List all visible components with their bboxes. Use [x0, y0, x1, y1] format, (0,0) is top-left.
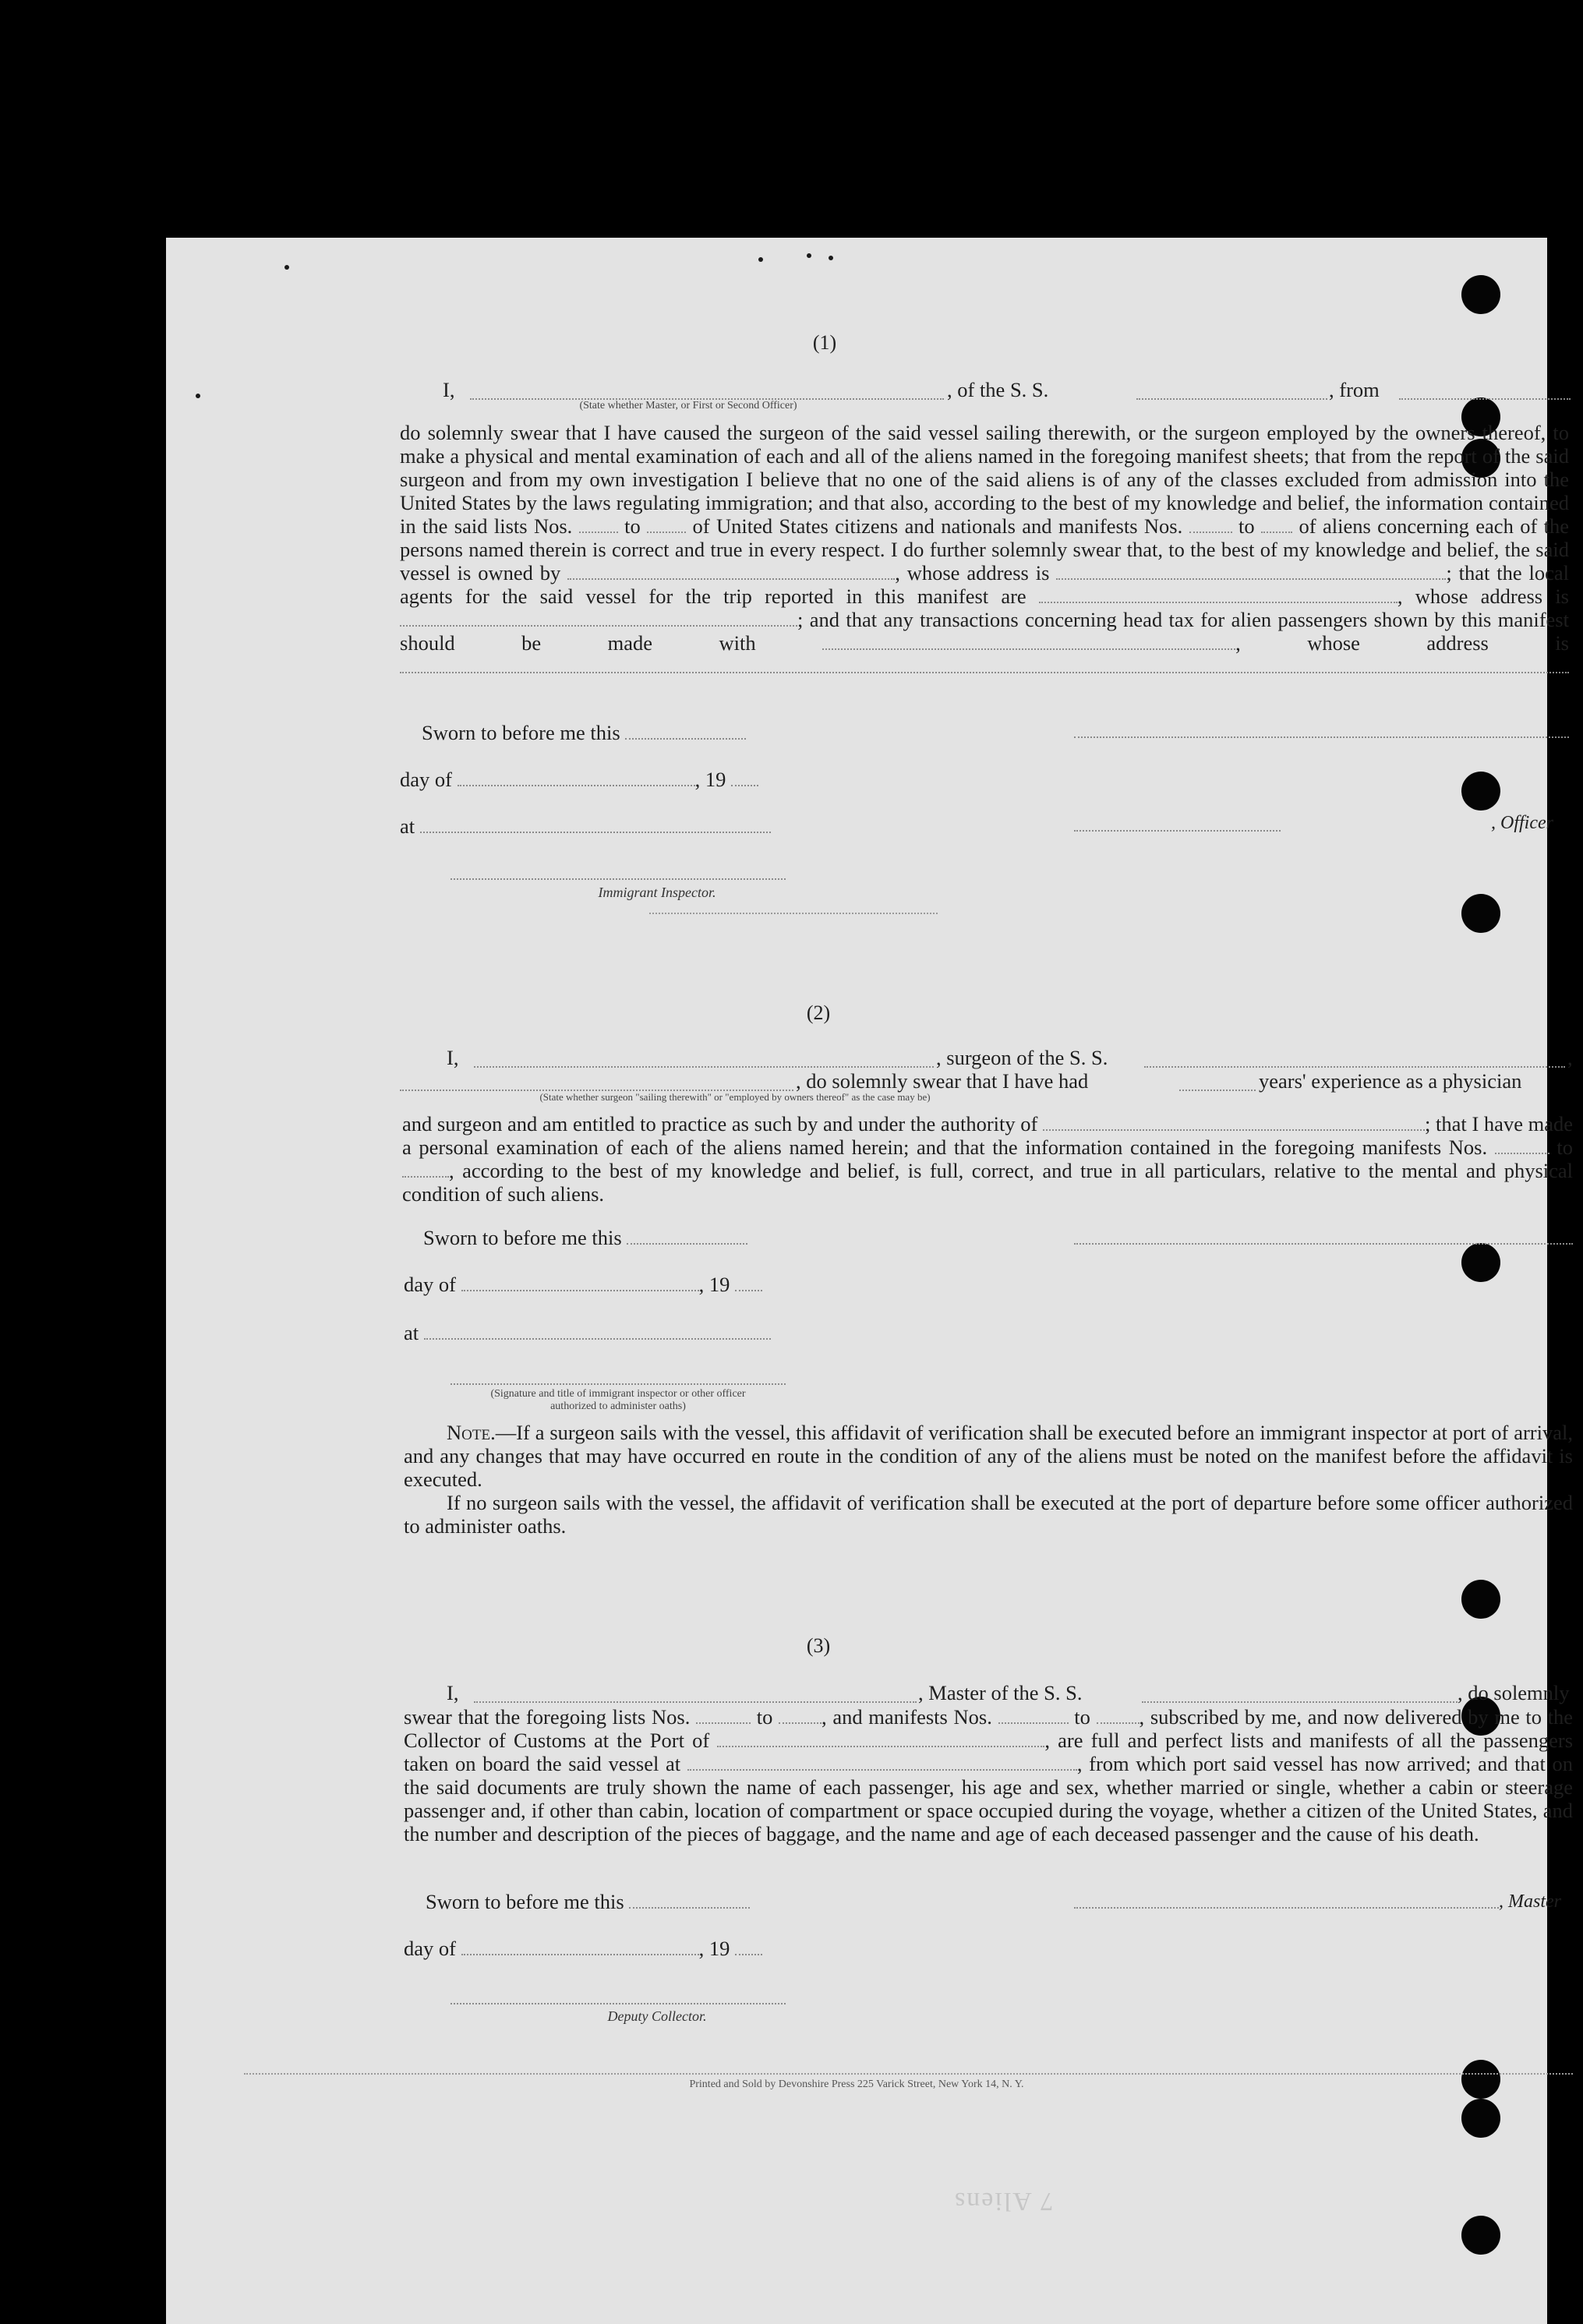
sworn-date-field[interactable] — [627, 1227, 747, 1245]
port-field[interactable] — [717, 1730, 1044, 1747]
surgeon-vessel-field[interactable] — [1144, 1051, 1565, 1068]
label-master-of: , Master of the S. S. — [918, 1681, 1083, 1704]
label-of-ss: , of the S. S. — [947, 378, 1049, 401]
label-I: I, — [447, 1681, 459, 1704]
section-2-note2: If no surgeon sails with the vessel, the affidavit of verification shall be executed at the port of departure before some officer authorized to administer oaths. — [404, 1491, 1573, 1538]
master-manifests-from-field[interactable] — [998, 1707, 1069, 1724]
section-3-day-of: day of , 19 — [404, 1937, 762, 1960]
section-1-body: do solemnly swear that I have caused the surgeon of the said vessel sailing therewith, or the surgeon employed by the owners thereof, to make a physical and mental examination of each and all of the aliens named in the foregoing manifest sheets; that from the report of the said surgeon and from my own investigation I believe that no one of the said aliens is of any of the classes excluded from admission into the United States by the laws regulating immigration; and that also, according to the best of my knowledge and belief, the information contained in the said lists Nos. to of United States citizens and nationals and manifests Nos. to of aliens concerning each of the persons named therein is correct and true in every respect. I do further solemnly swear that, to the best of my knowledge and belief, the said vessel is owned by , whose address is ; that the local agents for the said vessel for the trip reported in this manifest are , whose address is ; and that any transactions concerning head tax for alien passengers shown by this manifest should be made with , whose address is — [400, 421, 1569, 678]
day-of-field[interactable] — [458, 769, 695, 786]
sworn-date-field[interactable] — [629, 1891, 750, 1909]
label-I: I, — [443, 378, 455, 401]
agents-address-field[interactable] — [400, 609, 797, 627]
label-from: , from — [1329, 378, 1380, 401]
officer-name-field[interactable] — [470, 383, 944, 400]
officer-signature-line[interactable] — [1074, 736, 1569, 738]
punch-hole — [1461, 1580, 1500, 1619]
sworn-date-field[interactable] — [625, 722, 746, 740]
label-solemnly: , do solemnly — [1458, 1681, 1570, 1704]
label-years: years' experience as a physician — [1259, 1069, 1522, 1093]
note-label: Note. — [447, 1421, 496, 1444]
master-vessel-field[interactable] — [1142, 1686, 1458, 1703]
section-2-at: at — [404, 1321, 771, 1344]
section-3-heading: (3) — [806, 1634, 831, 1657]
inspector-label: Immigrant Inspector. — [598, 885, 716, 900]
section-1-at: at — [400, 814, 771, 838]
officer-label: , Officer — [1491, 813, 1553, 833]
ink-dot — [807, 253, 811, 258]
departure-port-field[interactable] — [687, 1754, 1077, 1771]
year-field[interactable] — [735, 1274, 762, 1291]
inspector-signature-line[interactable] — [451, 878, 786, 880]
section-2-heading: (2) — [806, 1001, 831, 1024]
surgeon-name-field[interactable] — [474, 1051, 934, 1068]
section-2-sworn: Sworn to before me this — [423, 1226, 747, 1249]
lists-to-field[interactable] — [647, 516, 686, 533]
from-port-field[interactable] — [1399, 383, 1571, 400]
ink-dot — [758, 257, 763, 262]
owner-address-field[interactable] — [1056, 563, 1446, 580]
lists-from-field[interactable] — [579, 516, 618, 533]
ink-dot — [829, 256, 833, 260]
at-place-field[interactable] — [424, 1323, 771, 1340]
years-experience-field[interactable] — [1179, 1074, 1256, 1091]
manifests-from-field[interactable] — [1189, 516, 1232, 533]
day-of-field[interactable] — [461, 1938, 699, 1955]
collector-label: Deputy Collector. — [607, 2008, 707, 2024]
manifest-page: 7 Aliens (1) I, , of the S. S. , from (State whether Master, or First or Second Officer) do solemnly swear that I have caused the surgeon of the said vessel sailing therewith, or the surgeon employed by the owners thereof, to make a physical and mental examination of each and all of the aliens named in the foregoing manifest sheets; that from the report of the said surgeon and from my own investigation I believe that no one of the said aliens is of any of the classes excluded from admission into the United States by the laws regulating immigration; and that also, according to the best of my knowledge and belief, the information contained in the said lists Nos. to of United States citizens and nationals and manifests Nos. to of aliens concerning each of the persons named therein is correct and true in every respect. I do further solemnly swear that, to the best of my knowledge and belief, the said vessel is owned by , whose address is ; that the local agents for the said vessel for the trip reported in this manifest are , whose address is ; and that any transactions concerning head tax for alien passengers shown by this manifest should be made with , whose address is Sworn to before me this day of , 19 at , Officer Immigrant Inspector. (2) I, , surgeon of the S. S. , , do solemnly swear that I have had years' experience as a physician (State whether surgeon "sailing therewith" or "employed by owners thereof" as the case may be) and surgeon and am entitled to practice as such by and under the authority of ; that I have made a personal examination of each of the aliens named herein; and that the information contained in the foregoing manifests Nos. to , according to the best of my knowledge and belief, is full, correct, and true in all particulars, relative to the mental and physical condition of such aliens. Sworn to before me this day of , 19 at (Signature and title of immigrant inspector or other officer authorized to administer oaths) Note.—If a surgeon sails with the vessel, this affidavit of verification shall be executed before an immigrant inspector at port of arrival, and any changes that may have occurred en route in the condition of any of the aliens must be noted on the manifest before the affidavit is executed. If no surgeon sails with the vessel, the affidavit of verification shall be executed at the port of departure before some officer authorized to administer oaths. (3) I, , Master of the S. S. , do solemnly swear that the foregoing lists Nos. to , and manifests Nos. to , subscribed by me, and now delivered by me to the Collector of Customs at the Port of , are full and perfect lists and manifests of all the passengers taken on board the said vessel at , from which port said vessel has now arrived; and that on the said documents are truly shown the name of each passenger, his age and sex, whether married or single, whether a cabin or steerage passenger and, if other than cabin, location of compartment or space occupied during the voyage, whether a citizen of the United States, and the number and description of the pieces of baggage, and the name and age of each deceased passenger and the cause of his death. Sworn to before me this , Master day of , 19 Deputy Collector. Printed and Sold by Devonshire Press 225 Varick Street, New York 14, N. Y. — [166, 238, 1547, 2324]
year-field[interactable] — [731, 769, 758, 786]
officer-hint: (State whether Master, or First or Second Officer) — [579, 400, 797, 411]
head-tax-address-field[interactable] — [400, 656, 1569, 673]
surgeon-status-field[interactable] — [400, 1074, 793, 1091]
punch-hole — [1461, 2099, 1500, 2138]
section-1-heading: (1) — [812, 331, 837, 354]
ink-dot — [196, 394, 200, 398]
collector-signature-line[interactable] — [451, 2003, 786, 2004]
punch-hole — [1461, 2216, 1500, 2255]
label-surgeon-of: , surgeon of the S. S. — [936, 1046, 1108, 1069]
section-3-body: swear that the foregoing lists Nos. to , and manifests Nos. to , subscribed by me, and now delivered by me to the Collector of Customs at the Port of , are full and perfect lists and manifests of all the passengers taken on board the said vessel at , from which port said vessel has now arrived; and that on the said documents are truly shown the name of each passenger, his age and sex, whether married or single, whether a cabin or steerage passenger and, if other than cabin, location of compartment or space occupied during the voyage, whether a citizen of the United States, and the number and description of the pieces of baggage, and the name and age of each deceased passenger and the cause of his death. — [404, 1705, 1574, 1845]
section-divider — [649, 913, 938, 914]
printer-footer: Printed and Sold by Devonshire Press 225 Varick Street, New York 14, N. Y. — [689, 2079, 1024, 2090]
inspector-signature-line[interactable] — [451, 1383, 786, 1385]
section-2-day-of: day of , 19 — [404, 1273, 762, 1296]
year-field[interactable] — [735, 1938, 762, 1955]
authority-field[interactable] — [1043, 1114, 1425, 1131]
section-1-day-of: day of , 19 — [400, 768, 758, 791]
signature-hint: (Signature and title of immigrant inspector or other officer authorized to administer oaths) — [490, 1388, 746, 1412]
label-I: I, — [447, 1046, 459, 1069]
head-tax-contact-field[interactable] — [822, 633, 1235, 650]
master-manifests-to-field[interactable] — [1097, 1707, 1140, 1724]
ink-dot — [284, 265, 289, 270]
punch-hole — [1461, 894, 1500, 933]
punch-hole — [1461, 275, 1500, 314]
surgeon-signature-line[interactable] — [1074, 1243, 1573, 1245]
surgeon-manifests-from-field[interactable] — [1495, 1137, 1549, 1154]
owner-field[interactable] — [567, 563, 895, 580]
section-3-sworn: Sworn to before me this — [426, 1890, 750, 1913]
section-1-sworn: Sworn to before me this — [422, 721, 746, 744]
manifests-to-field[interactable] — [1261, 516, 1292, 533]
officer-title-line[interactable] — [1074, 830, 1281, 832]
label-swear: , do solemnly swear that I have had — [796, 1069, 1089, 1093]
at-place-field[interactable] — [420, 816, 771, 833]
agents-field[interactable] — [1039, 586, 1397, 603]
master-label: , Master — [1499, 1891, 1561, 1912]
punch-hole — [1461, 772, 1500, 811]
surgeon-hint: (State whether surgeon "sailing therewith" or "employed by owners thereof" as the case may be) — [539, 1091, 931, 1103]
master-lists-to-field[interactable] — [779, 1707, 822, 1724]
master-signature-line[interactable] — [1074, 1907, 1499, 1909]
section-2-note: Note.—If a surgeon sails with the vessel, this affidavit of verification shall be executed before an immigrant inspector at port of arrival, and any changes that may have occurred en route in the condition of any of the aliens must be noted on the manifest before the affidavit is executed. — [404, 1421, 1573, 1491]
section-2-body: and surgeon and am entitled to practice as such by and under the authority of ; that I have made a personal examination of each of the aliens named herein; and that the information contained in the foregoing manifests Nos. to , according to the best of my knowledge and belief, is full, correct, and true in all particulars, relative to the mental and physical condition of such aliens. — [402, 1112, 1574, 1206]
day-of-field[interactable] — [461, 1274, 699, 1291]
master-lists-from-field[interactable] — [696, 1707, 751, 1724]
bleed-through: 7 Aliens — [953, 2187, 1054, 2216]
punch-hole — [1461, 1243, 1500, 1282]
surgeon-manifests-to-field[interactable] — [402, 1160, 449, 1178]
footer-rule — [244, 2073, 1573, 2075]
vessel-name-field[interactable] — [1136, 383, 1327, 400]
master-name-field[interactable] — [474, 1686, 917, 1703]
